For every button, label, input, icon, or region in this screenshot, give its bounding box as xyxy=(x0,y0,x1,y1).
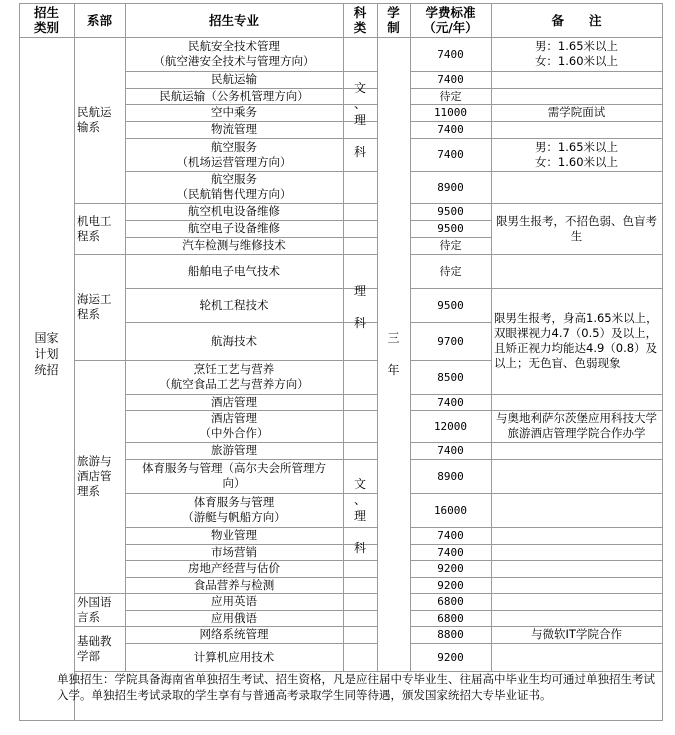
tuition-cell: 11000 xyxy=(433,106,468,119)
tuition-cell: 待定 xyxy=(439,239,462,252)
tuition-cell: 8900 xyxy=(437,469,464,483)
grid-line xyxy=(491,254,662,255)
grid-line xyxy=(491,527,662,528)
tuition-cell: 7400 xyxy=(437,444,464,457)
major-cell: 航空机电设备维修 xyxy=(188,204,280,218)
department-cell: 旅游与 酒店管 理系 xyxy=(77,454,112,498)
tuition-cell: 9500 xyxy=(437,222,464,235)
tuition-cell: 6800 xyxy=(437,611,464,625)
grid-line xyxy=(491,121,662,122)
header-major: 招生专业 xyxy=(208,12,259,28)
major-cell: 市场营销 xyxy=(211,544,257,559)
grid-line xyxy=(491,394,662,395)
subject-cell: 理 科 xyxy=(353,284,366,330)
header-tuition: 学费标准 （元/年） xyxy=(423,5,478,35)
major-cell: 应用俄语 xyxy=(211,610,257,625)
note-cell: 需学院面试 xyxy=(547,105,606,119)
tuition-cell: 8500 xyxy=(437,370,464,384)
footer-note: 单独招生：学院具备海南省单独招生考试、招生资格，凡是应往届中专毕业生、往届高中毕业生均可通过单独招生考试入学。单独招生考试录取的学生享有与普通高考录取学生同等待遇，颁发国家统招大专毕业证书。 xyxy=(57,672,655,702)
grid-line xyxy=(491,493,662,494)
tuition-cell: 9500 xyxy=(437,205,464,218)
subject-cell: 文 、 理 科 xyxy=(353,476,366,555)
tuition-cell: 7400 xyxy=(437,123,464,136)
department-cell: 机电工 程系 xyxy=(77,213,112,243)
department-cell: 外国语 言系 xyxy=(77,594,112,624)
major-cell: 民航安全技术管理 （航空港安全技术与管理方向） xyxy=(153,39,315,68)
tuition-cell: 8800 xyxy=(437,628,464,641)
major-cell: 酒店管理 xyxy=(211,394,257,409)
tuition-cell: 9200 xyxy=(437,650,464,664)
header-notes: 备 注 xyxy=(551,12,602,28)
tuition-cell: 待定 xyxy=(439,264,462,278)
major-cell: 应用英语 xyxy=(211,594,257,608)
grid-line xyxy=(662,3,663,721)
duration-cell: 三 年 xyxy=(387,331,400,377)
grid-line xyxy=(491,88,662,89)
major-cell: 体育服务与管理 （游艇与帆船方向） xyxy=(182,495,286,524)
tuition-cell: 7400 xyxy=(437,73,464,86)
major-cell: 物业管理 xyxy=(211,528,257,542)
tuition-cell: 7400 xyxy=(437,529,464,542)
department-cell: 基础教 学部 xyxy=(77,633,112,663)
major-cell: 旅游管理 xyxy=(211,443,257,457)
category-cell: 国家 计划 统招 xyxy=(34,331,59,377)
tuition-cell: 9200 xyxy=(437,562,464,575)
tuition-cell: 9700 xyxy=(437,334,464,348)
grid-line xyxy=(491,442,662,443)
department-cell: 海运工 程系 xyxy=(77,292,112,321)
grid-line xyxy=(491,171,662,172)
tuition-cell: 6800 xyxy=(437,595,464,608)
note-cell: 与奥地利萨尔茨堡应用科技大学旅游酒店管理学院合作办学 xyxy=(496,411,657,440)
major-cell: 船舶电子电气技术 xyxy=(188,263,280,278)
header-category: 招生 类别 xyxy=(33,5,59,35)
tuition-cell: 7400 xyxy=(437,395,464,409)
grid-line xyxy=(19,720,662,721)
grid-line xyxy=(491,643,662,644)
major-cell: 航空服务 （民航销售代理方向） xyxy=(176,172,292,201)
tuition-cell: 待定 xyxy=(439,89,462,103)
tuition-cell: 9200 xyxy=(437,578,464,592)
enrollment-table xyxy=(19,3,662,720)
major-cell: 网络系统管理 xyxy=(199,627,269,641)
note-cell: 与微软IT学院合作 xyxy=(531,627,622,641)
tuition-cell: 8900 xyxy=(437,180,464,194)
note-cell: 男：1.65米以上 女：1.60米以上 xyxy=(534,139,619,169)
tuition-cell: 9500 xyxy=(437,298,464,312)
header-subject: 科 类 xyxy=(353,5,367,35)
tuition-cell: 12000 xyxy=(433,419,468,433)
major-cell: 民航运输 xyxy=(211,72,257,86)
major-cell: 汽车检测与维修技术 xyxy=(182,238,286,252)
major-cell: 食品营养与检测 xyxy=(193,577,275,592)
major-cell: 民航运输（公务机管理方向） xyxy=(159,88,309,103)
subject-cell: 文 、 理 科 xyxy=(353,81,366,159)
note-cell: 限男生报考，身高1.65米以上，双眼裸视力4.7（0.5）及以上，且矫正视力均能达4.9（0.8）及以上；无色盲、色弱现象 xyxy=(494,311,658,370)
major-cell: 物流管理 xyxy=(211,122,257,136)
grid-line xyxy=(491,593,662,594)
major-cell: 计算机应用技术 xyxy=(193,649,275,664)
major-cell: 空中乘务 xyxy=(211,105,257,119)
tuition-cell: 7400 xyxy=(437,47,464,61)
grid-line xyxy=(491,459,662,460)
major-cell: 烹饪工艺与营养 （航空食品工艺与营养方向） xyxy=(159,362,309,391)
grid-line xyxy=(491,71,662,72)
major-cell: 轮机工程技术 xyxy=(199,297,269,312)
grid-line xyxy=(491,610,662,611)
header-department: 系部 xyxy=(86,12,112,28)
note-cell: 男：1.65米以上 女：1.60米以上 xyxy=(534,39,619,68)
major-cell: 酒店管理 （中外合作） xyxy=(199,411,269,440)
note-cell: 限男生报考，不招色弱、色盲考生 xyxy=(496,213,657,243)
department-cell: 民航运 输系 xyxy=(77,105,112,134)
major-cell: 航空服务 （机场运营管理方向） xyxy=(176,139,292,169)
grid-line xyxy=(491,577,662,578)
tuition-cell: 16000 xyxy=(433,503,468,517)
major-cell: 体育服务与管理（高尔夫会所管理方 向） xyxy=(142,461,326,490)
grid-line xyxy=(491,560,662,561)
header-duration: 学 制 xyxy=(387,5,400,35)
major-cell: 房地产经营与估价 xyxy=(188,561,280,575)
major-cell: 航海技术 xyxy=(211,333,257,348)
tuition-cell: 7400 xyxy=(437,148,464,161)
grid-line xyxy=(491,544,662,545)
tuition-cell: 7400 xyxy=(437,545,464,559)
subject-cell xyxy=(343,203,377,254)
major-cell: 航空电子设备维修 xyxy=(188,221,280,235)
